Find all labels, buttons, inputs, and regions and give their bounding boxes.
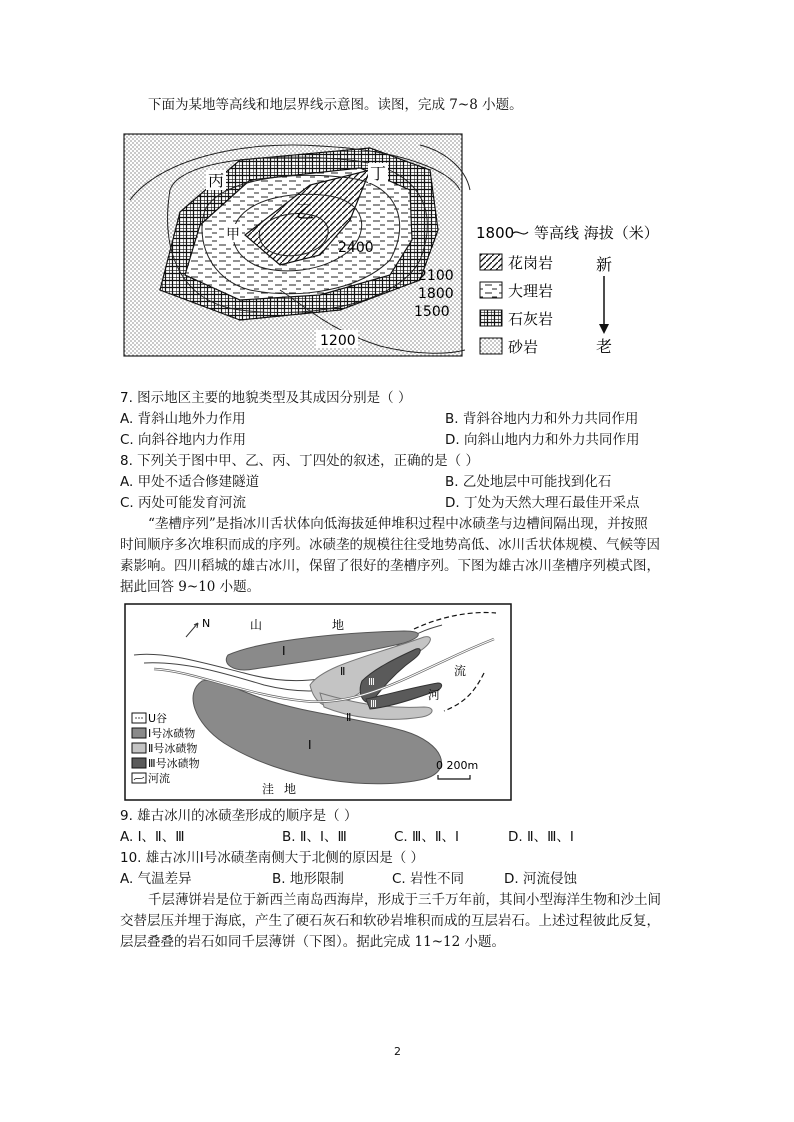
moraine-3-label-b: Ⅲ [370, 699, 377, 710]
q9-stem: 9. 雄古冰川的冰碛垄形成的顺序是（ ） [120, 808, 358, 824]
label-mountain-1: 山 [250, 618, 263, 632]
q8-option-d[interactable]: D. 丁处为天然大理石最佳开采点 [445, 495, 640, 511]
q9-option-d[interactable]: D. Ⅱ、Ⅲ、Ⅰ [508, 829, 574, 845]
label-bing: 丙 [208, 171, 225, 190]
legend-new: 新 [596, 255, 613, 274]
north-label: N [202, 617, 211, 630]
label-mountain-2: 地 [332, 618, 345, 632]
para2-line-2: 时间顺序多次堆积而成的序列。冰碛垄的规模往往受地势高低、冰川舌状体规模、气候等因 [120, 537, 660, 553]
q10-option-d[interactable]: D. 河流侵蚀 [504, 871, 577, 887]
contour-strata-map [120, 130, 659, 360]
q10-option-a[interactable]: A. 气温差异 [120, 871, 192, 887]
para3-line-2: 交替层压并埋于海底，产生了硬石灰石和软砂岩堆积而成的互层岩石。上述过程彼此反复， [120, 913, 660, 929]
q7-option-a[interactable]: A. 背斜山地外力作用 [120, 411, 246, 427]
moraine-3-label: Ⅲ [368, 677, 375, 688]
legend-moraine-1: Ⅰ号冰碛物 [148, 727, 196, 740]
q9-option-a[interactable]: A. Ⅰ、Ⅱ、Ⅲ [120, 829, 185, 845]
q7-option-b[interactable]: B. 背斜谷地内力和外力共同作用 [445, 411, 639, 427]
contour-1500: 1500 [414, 304, 450, 320]
legend-old: 老 [596, 337, 613, 356]
contour-2100: 2100 [418, 268, 454, 284]
legend-limestone: 石灰岩 [508, 310, 554, 328]
q9-option-c[interactable]: C. Ⅲ、Ⅱ、Ⅰ [394, 829, 459, 845]
legend-marble: 大理岩 [508, 282, 554, 300]
para2-line-4: 据此回答 9~10 小题。 [120, 579, 261, 595]
q7-stem: 7. 图示地区主要的地貌类型及其成因分别是（ ） [120, 390, 412, 406]
legend-contour-sample: 1800 [476, 224, 515, 242]
contour-1200: 1200 [320, 333, 356, 349]
legend-contour-label: 等高线 海拔（米） [534, 224, 659, 242]
moraine-1-north-label: Ⅰ [282, 644, 286, 658]
para2-line-3: 素影响。四川稻城的雄古冰川，保留了很好的垄槽序列。下图为雄古冰川垄槽序列模式图， [120, 558, 660, 574]
label-ding: 丁 [370, 164, 387, 183]
q8-option-a[interactable]: A. 甲处不适合修建隧道 [120, 474, 260, 490]
q10-option-c[interactable]: C. 岩性不同 [392, 871, 465, 887]
moraine-2-label-b: Ⅱ [346, 711, 352, 724]
q7-option-d[interactable]: D. 向斜山地内力和外力共同作用 [445, 432, 640, 448]
label-lowland-2: 地 [284, 782, 297, 796]
legend-sandstone: 砂岩 [508, 338, 539, 356]
contour-1800: 1800 [418, 286, 454, 302]
q8-option-b[interactable]: B. 乙处地层中可能找到化石 [445, 474, 612, 490]
intro-text-1: 下面为某地等高线和地层界线示意图。读图，完成 7~8 小题。 [148, 97, 523, 113]
legend-moraine-2: Ⅱ号冰碛物 [148, 742, 198, 755]
label-river-1: 河 [428, 688, 441, 702]
label-lowland-1: 洼 [262, 782, 275, 796]
q10-stem: 10. 雄古冰川Ⅰ号冰碛垄南侧大于北侧的原因是（ ） [120, 850, 425, 866]
legend-moraine-3: Ⅲ号冰碛物 [148, 757, 200, 770]
legend-u-valley: U谷 [148, 712, 168, 725]
legend-river: 河流 [148, 772, 170, 785]
legend-granite: 花岗岩 [508, 254, 554, 272]
para2-line-1: “垄槽序列”是指冰川舌状体向低海拔延伸堆积过程中冰碛垄与边槽间隔出现，并按照 [148, 516, 648, 532]
label-river-2: 流 [454, 664, 467, 678]
scale-label: 0 200m [436, 759, 479, 772]
moraine-1-south-label: Ⅰ [308, 738, 312, 752]
q8-option-c[interactable]: C. 丙处可能发育河流 [120, 495, 247, 511]
para3-line-1: 千层薄饼岩是位于新西兰南岛西海岸，形成于三千万年前，其间小型海洋生物和沙土间 [148, 892, 661, 908]
q8-stem: 8. 下列关于图中甲、乙、丙、丁四处的叙述，正确的是（ ） [120, 453, 479, 469]
glacier-moraine-diagram [124, 603, 512, 801]
page-number: 2 [394, 1045, 401, 1058]
label-yi: 乙 [296, 202, 314, 223]
q10-option-b[interactable]: B. 地形限制 [272, 871, 344, 887]
moraine-2-label: Ⅱ [340, 665, 346, 678]
para3-line-3: 层层叠叠的岩石如同千层薄饼（下图）。据此完成 11~12 小题。 [120, 934, 505, 950]
label-jia: 甲 [226, 227, 240, 243]
q7-option-c[interactable]: C. 向斜谷地内力作用 [120, 432, 247, 448]
contour-2400: 2400 [338, 240, 374, 256]
q9-option-b[interactable]: B. Ⅱ、Ⅰ、Ⅲ [282, 829, 347, 845]
